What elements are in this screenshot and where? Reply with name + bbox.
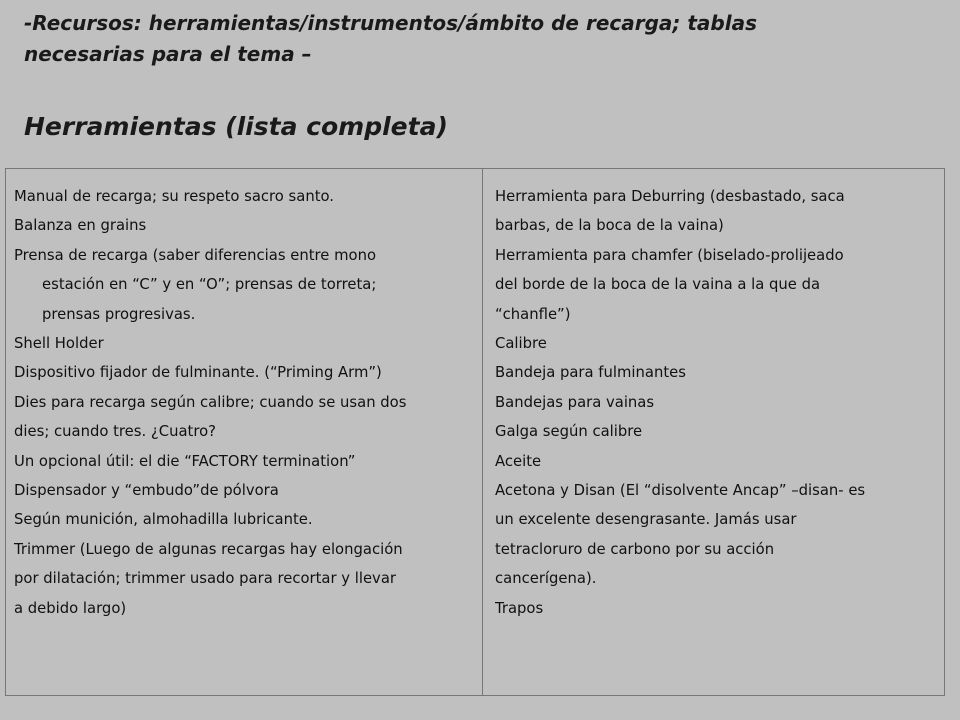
list-item: cancerígena). [495, 570, 597, 588]
list-item: “chanfle”) [495, 305, 571, 323]
tools-column-left [6, 169, 483, 695]
section-subtitle: Herramientas (lista completa) [24, 112, 448, 141]
list-item: Herramienta para Deburring (desbastado, saca [495, 188, 845, 205]
tools-table [5, 168, 945, 696]
list-item: a debido largo) [14, 599, 127, 617]
list-item: un excelente desengrasante. Jamás usar [495, 511, 797, 529]
list-item: Dies para recarga según calibre; cuando se usan dos [14, 393, 407, 411]
list-item: Bandeja para fulminantes [495, 364, 686, 382]
list-item: Bandejas para vainas [495, 393, 655, 411]
list-item: Dispensador y “embudo”de pólvora [14, 482, 279, 500]
list-item: Herramienta para chamfer (biselado-prolijeado [495, 246, 844, 264]
list-item: estación en “C” y en “O”; prensas de torreta; [42, 276, 377, 294]
list-item: dies; cuando tres. ¿Cuatro? [14, 423, 216, 441]
list-item: Trapos [495, 599, 544, 617]
list-item: del borde de la boca de la vaina a la que da [495, 276, 821, 294]
list-item: Shell Holder [14, 335, 104, 353]
list-item: Acetona y Disan (El “disolvente Ancap” –disan- es [495, 482, 866, 500]
list-item: Prensa de recarga (saber diferencias entre mono [14, 246, 376, 264]
slide-heading [24, 8, 924, 70]
heading-line-1: -Recursos: herramientas/instrumentos/ámbito de recarga; tablas [24, 11, 757, 35]
list-item: Balanza en grains [14, 217, 147, 235]
list-item: por dilatación; trimmer usado para recortar y llevar [14, 570, 396, 588]
tools-column-right [483, 169, 944, 695]
list-item: Galga según calibre [495, 423, 643, 441]
list-item: prensas progresivas. [42, 305, 196, 323]
list-item: Aceite [495, 452, 542, 470]
list-item: Manual de recarga; su respeto sacro santo. [14, 188, 335, 205]
list-item: Según munición, almohadilla lubricante. [14, 511, 313, 529]
list-item: barbas, de la boca de la vaina) [495, 217, 724, 235]
list-item: Calibre [495, 335, 547, 353]
list-item: tetracloruro de carbono por su acción [495, 540, 775, 558]
list-item: Dispositivo fijador de fulminante. (“Priming Arm”) [14, 364, 382, 382]
list-item: Un opcional útil: el die “FACTORY termination” [14, 452, 356, 470]
list-item: Trimmer (Luego de algunas recargas hay elongación [14, 540, 403, 558]
heading-line-2: necesarias para el tema – [24, 42, 312, 66]
